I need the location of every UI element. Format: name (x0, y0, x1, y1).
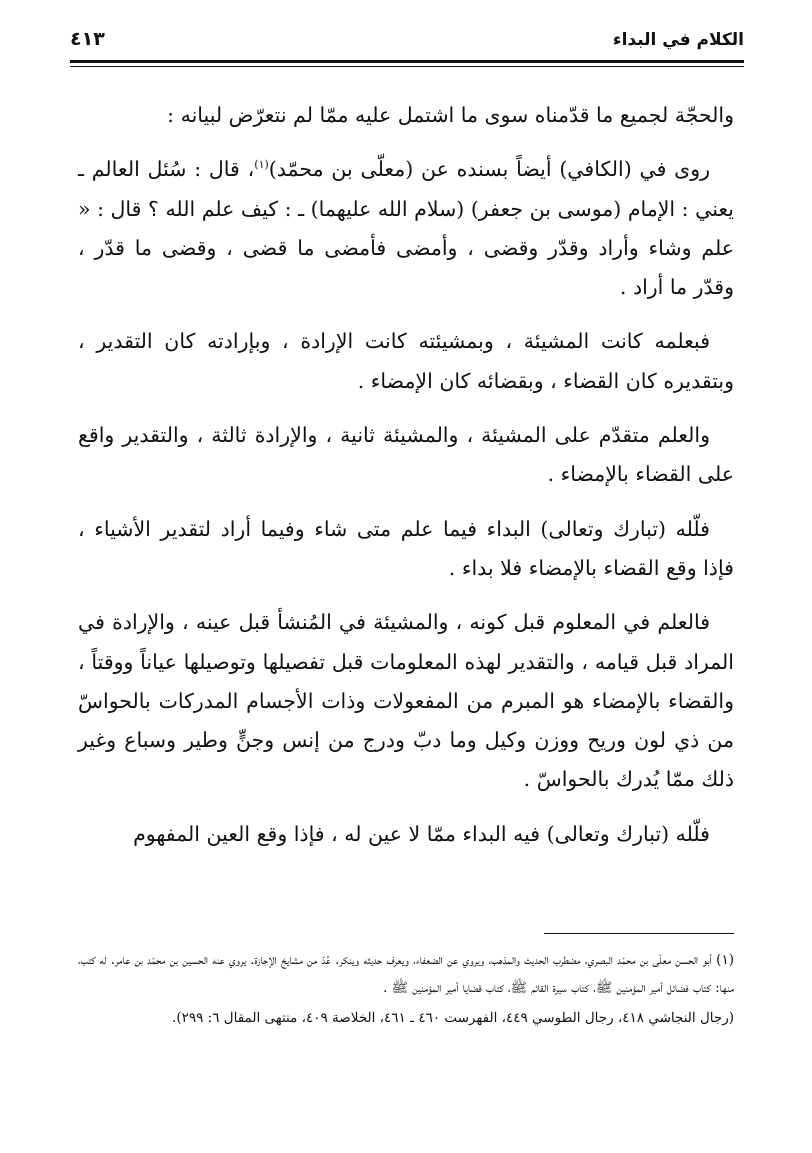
footnote-marker[interactable]: (١) (254, 158, 269, 172)
running-title: الكلام في البداء (612, 30, 744, 50)
header-rule-thin (70, 66, 744, 67)
footnotes (78, 946, 734, 1032)
paragraph-4: والعلم متقدّم على المشيئة ، والمشيئة ثانية ، والإرادة ثالثة ، والتقدير واقع على القضاء بالإمضاء . (78, 423, 734, 487)
footnote-separator (544, 933, 734, 934)
paragraph-3: فبعلمه كانت المشيئة ، وبمشيئته كانت الإرادة ، وبإرادته كان التقدير ، وبتقديره كان القضاء ، وبقضائه كان الإمضاء . (78, 329, 734, 393)
footnote-1: (١) أبو الحسن معلّى بن محمّد البصري، مضطرب الحديث والمذهب، ويروي عن الضعفاء، ويعرف حديثه وينكر. عُدّ من مشايخ الإجازة. يروي عنه الحسين بن محمّد بن عامر. له كتب، منها: كتاب فضائل أمير المؤمنين ﷺ، كتاب سيرة القائم ﷺ، كتاب قضايا أمير المؤمنين ﷺ . (78, 952, 734, 996)
paragraph-2-rest: ، قال : سُئل العالم ـ يعني : الإمام (موسى بن جعفر) (سلام الله عليهما) ـ : كيف علم الله ؟ قال : « علم وشاء وأراد وقدّر وقضى ، وأمضى فأمضى ما قضى ، وقضى ما قدّر ، وقدّر ما أراد . (78, 157, 734, 300)
main-text (78, 96, 734, 869)
paragraph-2-lead: روى في (الكافي) أيضاً بسنده عن (معلّى بن محمّد) (268, 157, 711, 182)
paragraph-7: فلّله (تبارك وتعالى) فيه البداء ممّا لا عين له ، فإذا وقع العين المفهوم (133, 821, 710, 846)
footnote-references: (رجال النجاشي ٤١٨، رجال الطوسي ٤٤٩، الفهرست ٤٦٠ ـ ٤٦١، الخلاصة ٤٠٩، منتهى المقال ٦: ٢٩٩). (172, 1010, 734, 1026)
paragraph-1: والحجّة لجميع ما قدّمناه سوى ما اشتمل عليه ممّا لم نتعرّض لبيانه : (167, 103, 734, 127)
page-header (70, 28, 744, 58)
page-number: ٤١٣ (70, 28, 105, 50)
paragraph-6: فالعلم في المعلوم قبل كونه ، والمشيئة في المُنشأ قبل عينه ، والإرادة في المراد قبل قيامه ، والتقدير لهذه المعلومات قبل تفصيلها وتوصيلها عياناً ووقتاً ، والقضاء بالإمضاء هو المبرم من المفعولات وذات الأجسام المدركات بالحواسّ من ذي لون وريح ووزن وكيل وما دبّ ودرج من إنس وجنٍّ وطير وسباع وغير ذلك ممّا يُدرك بالحواسّ . (78, 610, 734, 792)
paragraph-5: فلّله (تبارك وتعالى) البداء فيما علم متى شاء وفيما أراد لتقدير الأشياء ، فإذا وقع القضاء بالإمضاء فلا بداء . (78, 516, 734, 580)
paragraph-2 (78, 150, 734, 307)
header-rule-thick (70, 60, 744, 63)
